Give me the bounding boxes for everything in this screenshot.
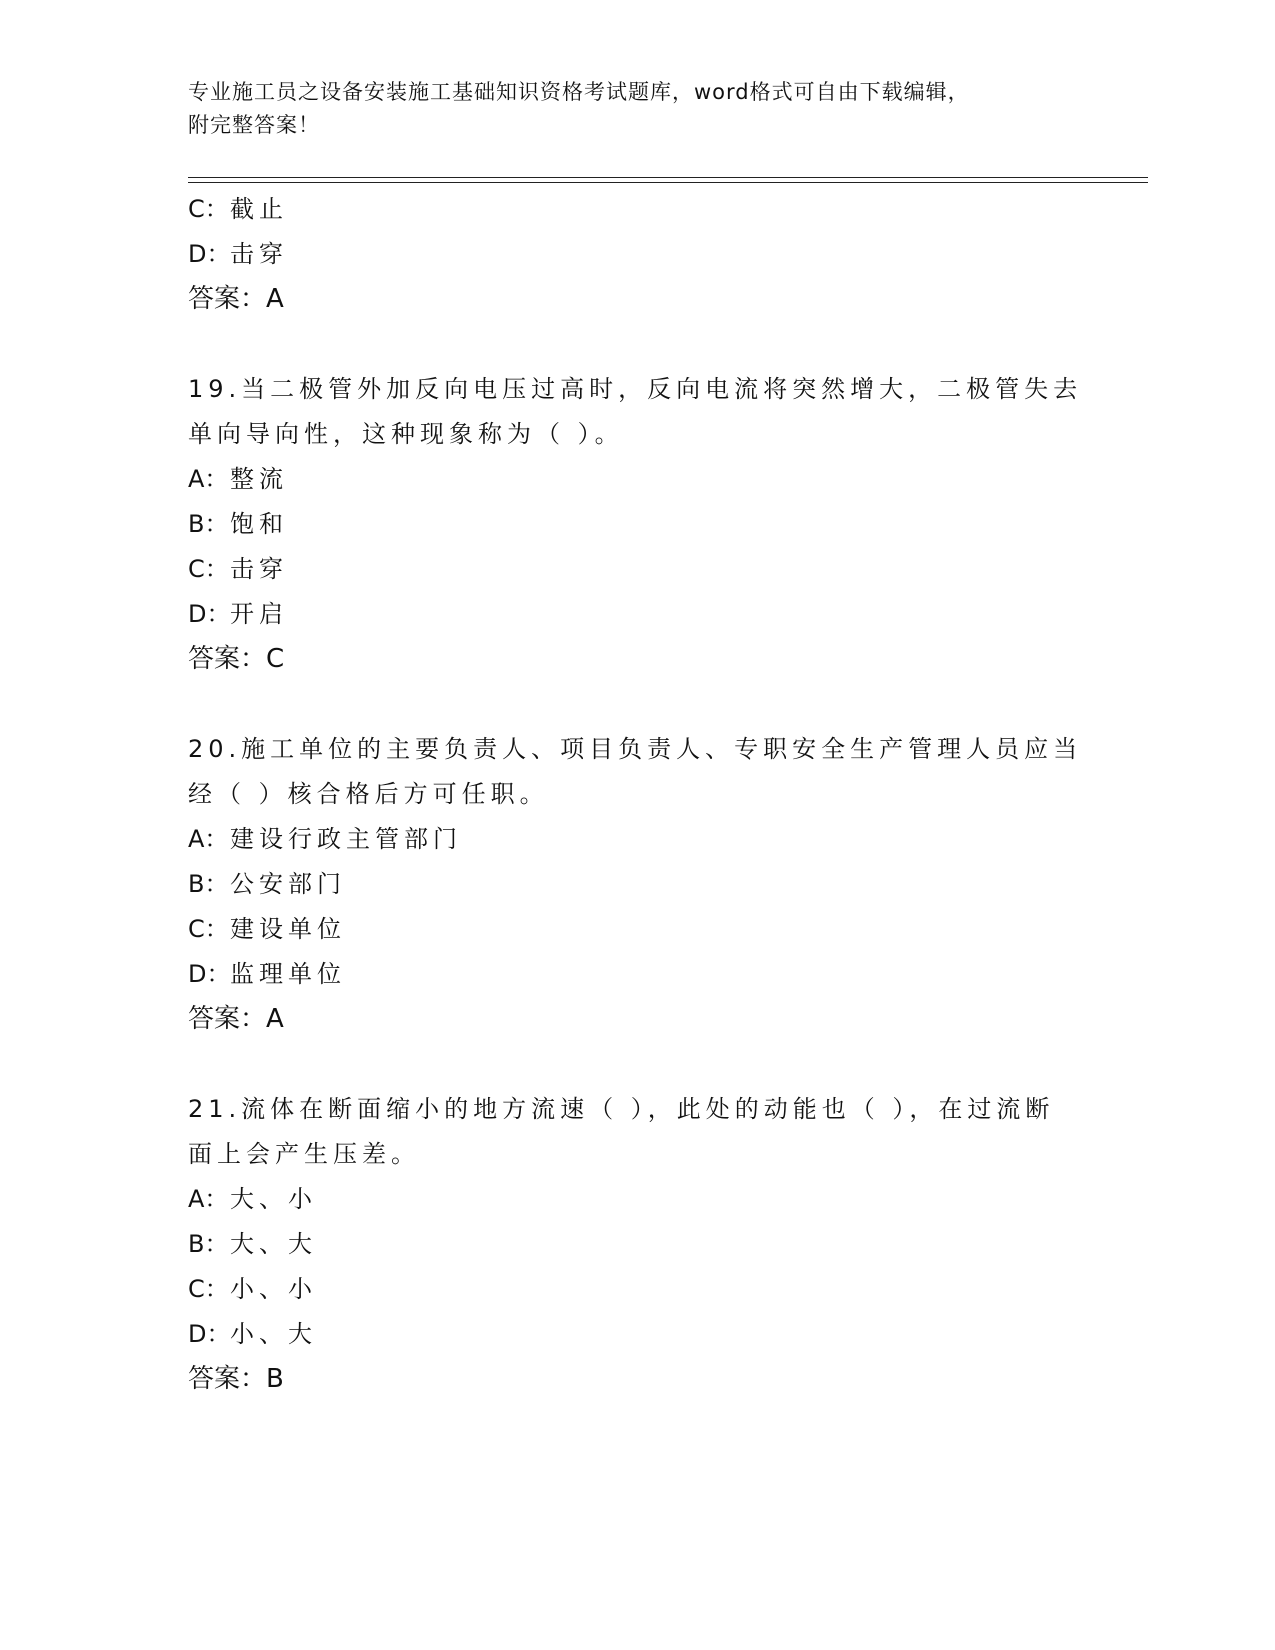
q19-option-a: A：整流	[188, 465, 288, 493]
q21-option-c: C：小、小	[188, 1275, 317, 1303]
q20-stem-line-1: 20.施工单位的主要负责人、项目负责人、专职安全生产管理人员应当	[188, 735, 1083, 763]
q19-stem-line-2: 单向导向性，这种现象称为（ ）。	[188, 420, 624, 448]
document-header	[188, 76, 1068, 142]
q19-option-c: C：击穿	[188, 555, 288, 583]
q21-option-b: B：大、大	[188, 1230, 317, 1258]
q21-option-a: A：大、小	[188, 1185, 317, 1213]
q20-stem-line-2: 经（ ）核合格后方可任职。	[188, 780, 549, 808]
q19-stem-line-1: 19.当二极管外加反向电压过高时，反向电流将突然增大，二极管失去	[188, 375, 1083, 403]
header-divider-bottom	[188, 182, 1148, 183]
q19-option-b: B：饱和	[188, 510, 288, 538]
q20-option-a: A：建设行政主管部门	[188, 825, 462, 853]
q20-answer: 答案：A	[188, 1004, 284, 1034]
header-line-1: 专业施工员之设备安装施工基础知识资格考试题库，word格式可自由下载编辑，	[188, 80, 970, 104]
header-line-2: 附完整答案！	[188, 113, 320, 137]
q21-option-d: D：小、大	[188, 1320, 317, 1348]
q20-option-c: C：建设单位	[188, 915, 346, 943]
q20-option-b: B：公安部门	[188, 870, 346, 898]
header-divider-top	[188, 177, 1148, 178]
q20-option-d: D：监理单位	[188, 960, 346, 988]
q21-stem-line-2: 面上会产生压差。	[188, 1140, 420, 1168]
q18-option-c: C：截止	[188, 195, 288, 223]
q21-stem-line-1: 21.流体在断面缩小的地方流速（ ），此处的动能也（ ），在过流断	[188, 1095, 1055, 1123]
q21-answer: 答案：B	[188, 1364, 284, 1394]
q19-answer: 答案：C	[188, 644, 285, 674]
q18-answer: 答案：A	[188, 284, 284, 314]
q19-option-d: D：开启	[188, 600, 288, 628]
q18-option-d: D：击穿	[188, 240, 288, 268]
